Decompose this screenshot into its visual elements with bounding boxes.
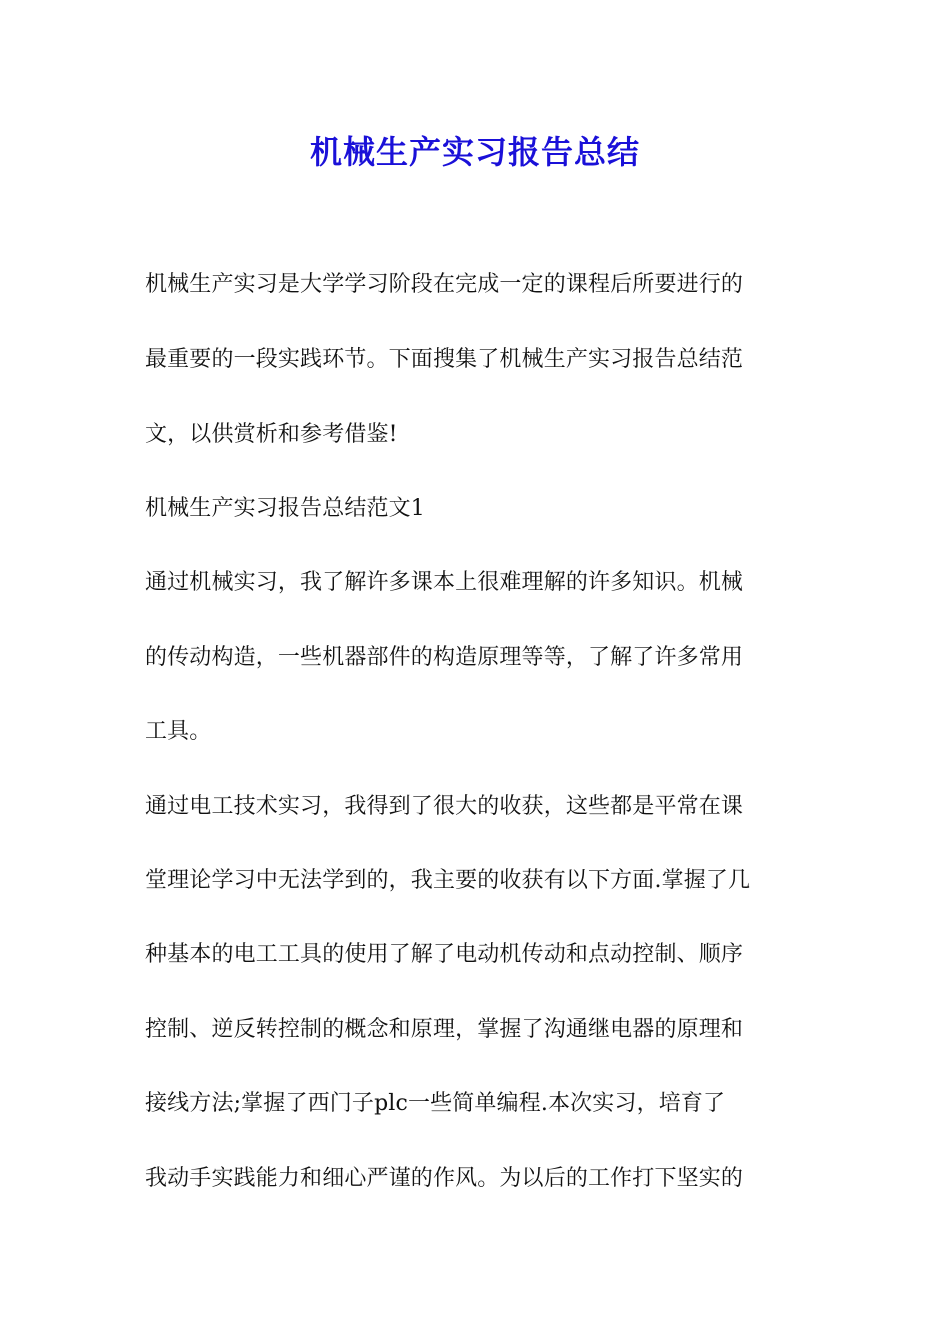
intro-line-1: 机械生产实习是大学学习阶段在完成一定的课程后所要进行的: [145, 272, 744, 297]
paragraph-2-line-6: 我动手实践能力和细心严谨的作风。为以后的工作打下坚实的: [145, 1166, 744, 1191]
paragraph-2-line-1: 通过电工技术实习，我得到了很大的收获，这些都是平常在课: [145, 794, 744, 819]
intro-line-2: 最重要的一段实践环节。下面搜集了机械生产实习报告总结范: [145, 347, 744, 372]
page-title: 机械生产实习报告总结: [309, 133, 640, 171]
paragraph-2-line-2: 堂理论学习中无法学到的，我主要的收获有以下方面.掌握了几: [145, 868, 751, 893]
paragraph-1-line-1: 通过机械实习，我了解许多课本上很难理解的许多知识。机械: [145, 570, 744, 595]
section-heading: 机械生产实习报告总结范文1: [145, 496, 425, 521]
intro-line-3: 文，以供赏析和参考借鉴!: [145, 422, 398, 447]
paragraph-2-line-5: 接线方法;掌握了西门子plc一些简单编程.本次实习，培育了: [145, 1091, 726, 1116]
paragraph-1-line-2: 的传动构造，一些机器部件的构造原理等等，了解了许多常用: [145, 645, 744, 670]
paragraph-2-line-3: 种基本的电工工具的使用了解了电动机传动和点动控制、顺序: [145, 942, 744, 967]
paragraph-2-line-4: 控制、逆反转控制的概念和原理，掌握了沟通继电器的原理和: [145, 1017, 744, 1042]
paragraph-1-line-3: 工具。: [145, 719, 212, 744]
